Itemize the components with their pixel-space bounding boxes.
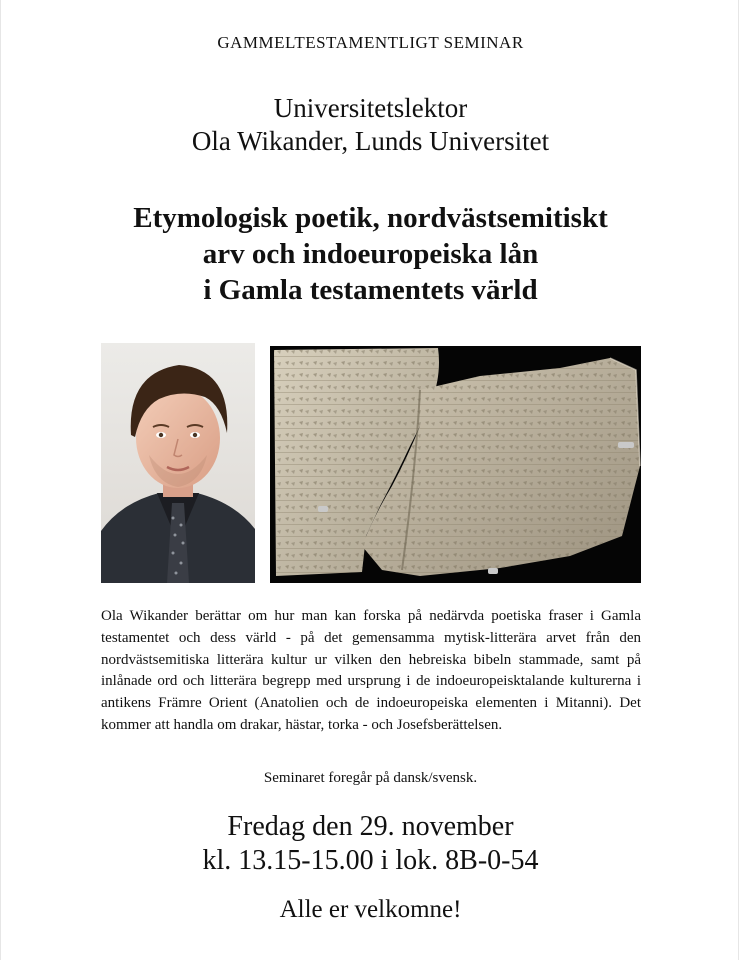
event-date: Fredag den 29. november	[227, 811, 514, 842]
language-note: Seminaret foregår på dansk/svensk.	[263, 770, 478, 786]
clay-tablet-photo	[270, 346, 641, 583]
clay-tablet-illustration	[270, 346, 641, 583]
speaker-name: Ola Wikander, Lunds Universitet	[191, 126, 550, 156]
welcome-message: Alle er velkomne!	[279, 896, 462, 923]
speaker-block	[1, 92, 739, 158]
speaker-portrait-illustration	[101, 343, 255, 583]
talk-title-line-1: Etymologisk poetik, nordvästsemitiskt	[133, 202, 608, 234]
talk-title-line-2: arv och indoeuropeiska lån	[202, 238, 539, 270]
talk-title-line-3: i Gamla testamentets värld	[203, 274, 538, 306]
speaker-role: Universitetslektor	[273, 93, 468, 123]
seminar-series-heading: GAMMELTESTAMENTLIGT SEMINAR	[217, 33, 524, 52]
speaker-portrait	[101, 343, 255, 583]
event-details	[1, 810, 739, 878]
talk-title	[1, 200, 739, 308]
event-time-place: kl. 13.15-15.00 i lok. 8B-0-54	[202, 845, 539, 876]
talk-description: Ola Wikander berättar om hur man kan forska på nedärvda poetiska fraser i Gamla testamentet och dess värld - på det gemensamma mytisk-litterära arvet från den nordvästsemitiska litterära kultur ur vilken den hebreiska bibeln stammade, samt på inlånade ord och litterära begrepp med ursprung i de indoeuropeisktalande kulturerna i antikens Främre Orient (Anatolien och de indoeuropeiska elementen i Mitanni). Det kommer att handla om drakar, hästar, torka - och Josefsberättelsen.	[101, 608, 641, 733]
